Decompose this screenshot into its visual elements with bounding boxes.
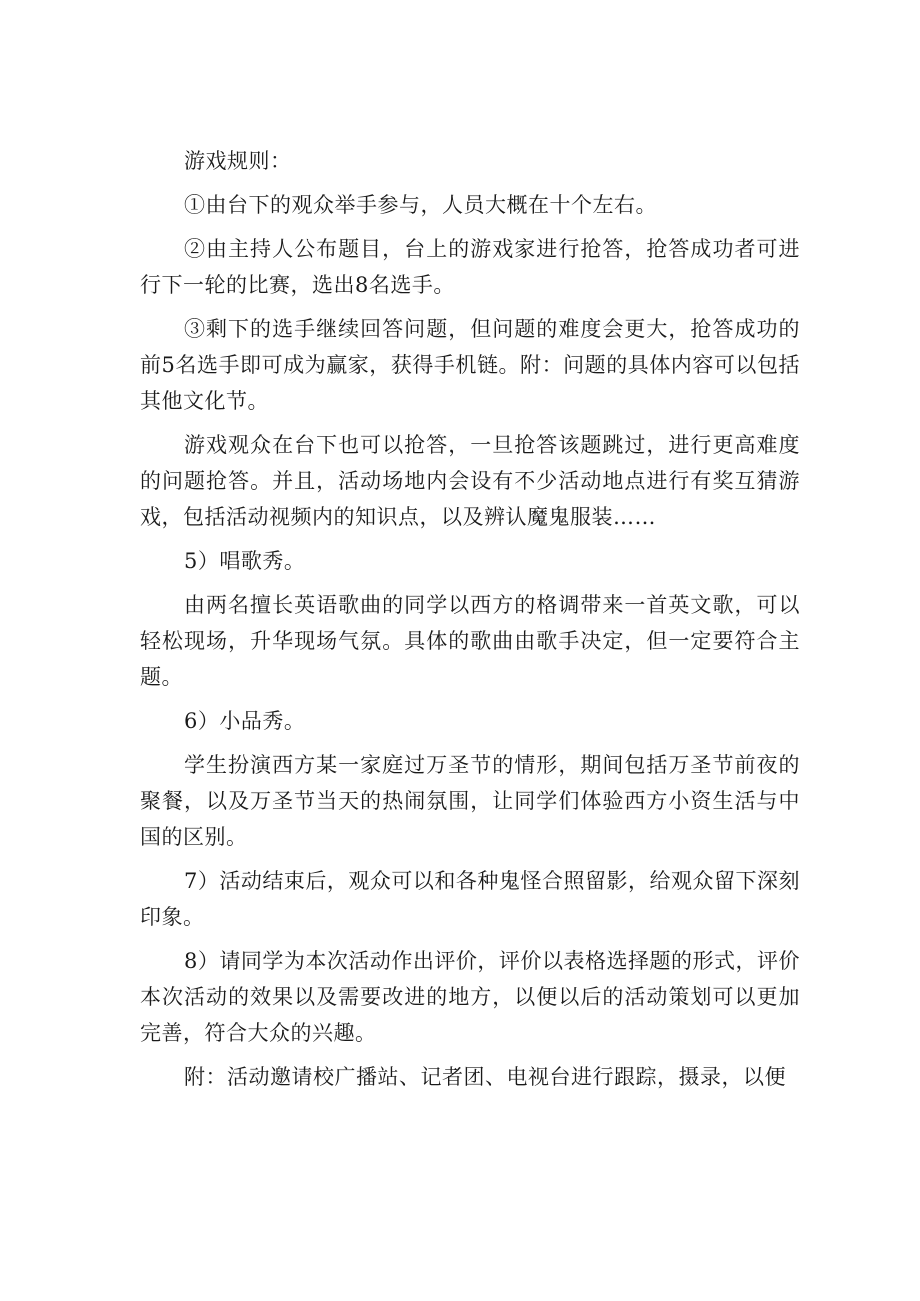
- paragraph-section-6-heading: 6）小品秀。: [184, 709, 306, 733]
- paragraph-section-7: 7）活动结束后，观众可以和各种鬼怪合照留影，给观众留下深刻印象。: [140, 869, 800, 929]
- paragraph-audience-answer: 游戏观众在台下也可以抢答，一旦抢答该题跳过，进行更高难度的问题抢答。并且，活动场地内会设有不少活动地点进行有奖互猜游戏，包括活动视频内的知识点，以及辨认魔鬼服装……: [140, 433, 800, 529]
- paragraph-section-8: 8）请同学为本次活动作出评价，评价以表格选择题的形式，评价本次活动的效果以及需要改进的地方，以便以后的活动策划可以更加完善，符合大众的兴趣。: [140, 949, 800, 1045]
- paragraph-section-5-body: 由两名擅长英语歌曲的同学以西方的格调带来一首英文歌，可以轻松现场，升华现场气氛。具体的歌曲由歌手决定，但一定要符合主题。: [140, 593, 800, 689]
- document-body: [140, 143, 800, 1103]
- paragraph-rule-1: ①由台下的观众举手参与，人员大概在十个左右。: [184, 193, 657, 217]
- paragraph-appendix-note: 附：活动邀请校广播站、记者团、电视台进行跟踪，摄录，以便: [184, 1065, 786, 1089]
- paragraph-rule-2: ②由主持人公布题目，台上的游戏家进行抢答，抢答成功者可进行下一轮的比赛，选出8名选手。: [140, 237, 800, 297]
- paragraph-section-5-heading: 5）唱歌秀。: [184, 549, 306, 573]
- paragraph-section-6-body: 学生扮演西方某一家庭过万圣节的情形，期间包括万圣节前夜的聚餐，以及万圣节当天的热闹氛围，让同学们体验西方小资生活与中国的区别。: [140, 753, 800, 849]
- paragraph-rule-3: ③剩下的选手继续回答问题，但问题的难度会更大，抢答成功的前5名选手即可成为赢家，获得手机链。附：问题的具体内容可以包括其他文化节。: [140, 317, 800, 413]
- paragraph-game-rules-heading: 游戏规则：: [184, 149, 292, 173]
